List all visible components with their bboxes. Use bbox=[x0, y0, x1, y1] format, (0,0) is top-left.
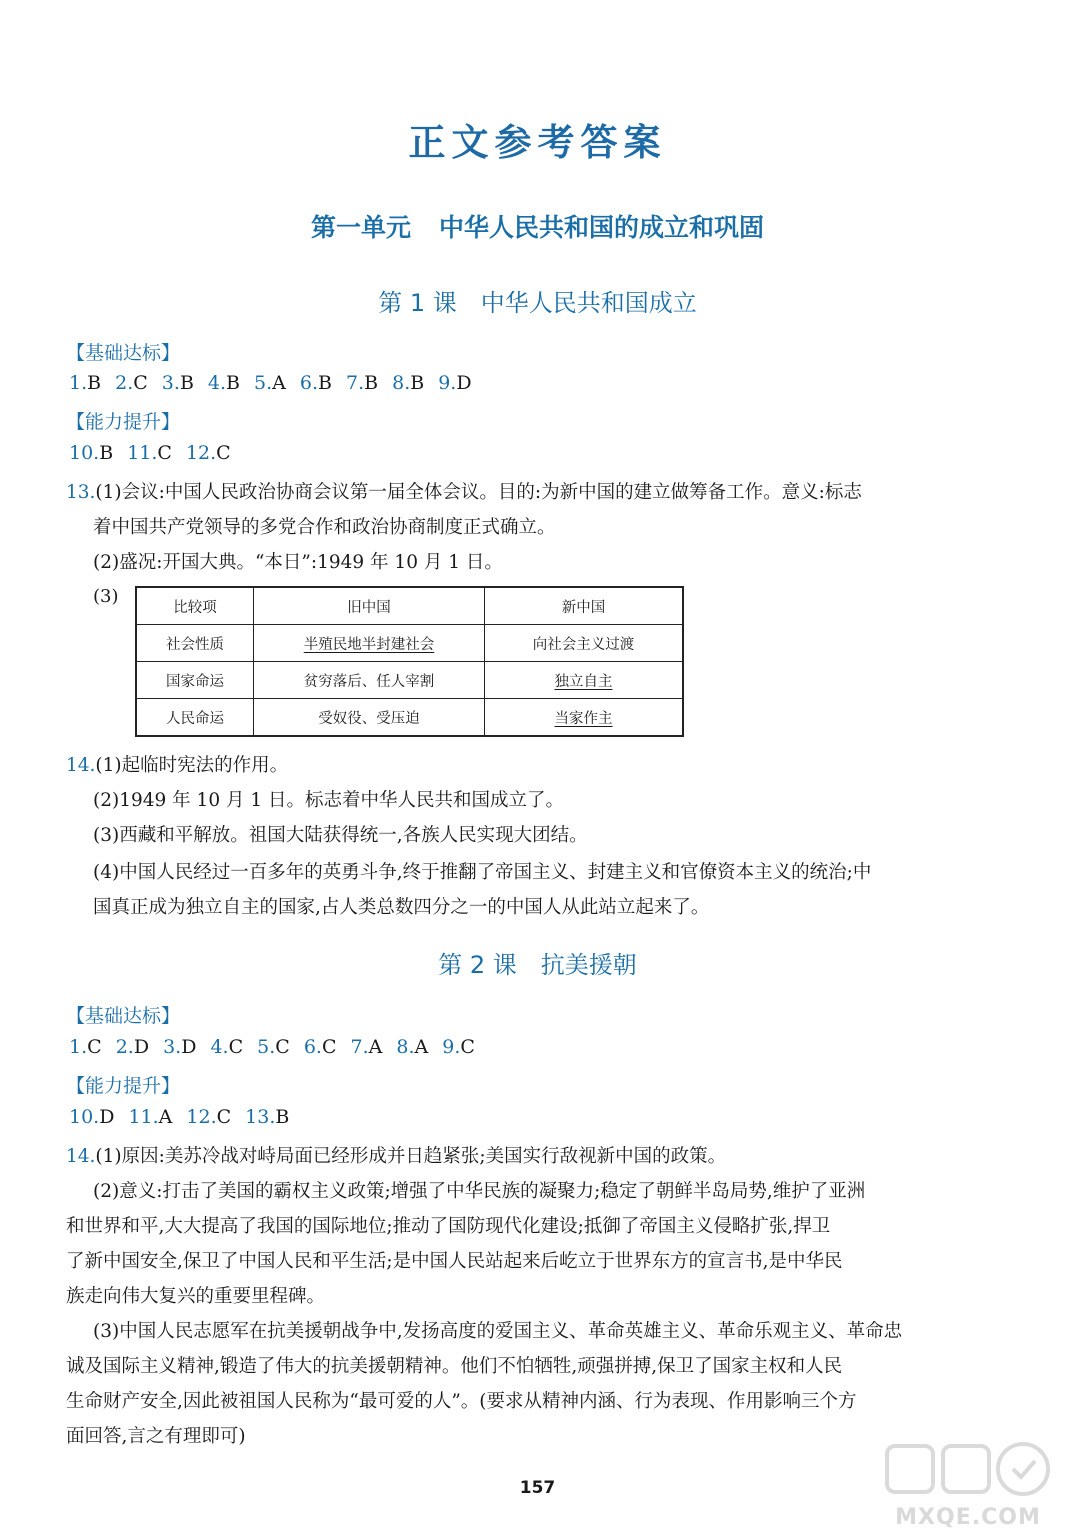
answer-choice: B bbox=[364, 372, 379, 394]
answer-item bbox=[128, 1106, 172, 1128]
lesson1-ability-heading: 【能力提升】 bbox=[66, 411, 181, 433]
table-cell: 半殖民地半封建社会 bbox=[254, 625, 485, 662]
answer-choice: D bbox=[133, 1036, 150, 1058]
answer-number: 11. bbox=[128, 1106, 159, 1128]
table-row bbox=[136, 625, 683, 662]
answer-item bbox=[186, 1106, 231, 1128]
answer-choice: A bbox=[414, 1036, 429, 1058]
answer-choice: C bbox=[87, 1036, 102, 1058]
comparison-table bbox=[135, 586, 684, 737]
lesson2-q14-line1: 14.(1)原因:美苏冷战对峙局面已经形成并日趋紧张;美国实行敌视新中国的政策。 bbox=[66, 1146, 727, 1167]
page-title: 正文参考答案 bbox=[408, 121, 667, 164]
table-row bbox=[136, 662, 683, 699]
answer-number: 4. bbox=[210, 1036, 229, 1058]
answer-item bbox=[245, 1106, 289, 1128]
answer-item bbox=[127, 442, 172, 464]
lesson1-title bbox=[0, 283, 1075, 318]
lesson1-q14-line1: 14.(1)起临时宪法的作用。 bbox=[66, 755, 289, 776]
answer-number: 8. bbox=[396, 1036, 415, 1058]
answer-item bbox=[300, 372, 332, 394]
unit-number: 第一单元 bbox=[310, 213, 411, 242]
answer-item bbox=[396, 1036, 428, 1058]
answer-choice: B bbox=[275, 1106, 290, 1128]
answer-number: 12. bbox=[185, 442, 217, 464]
table-header-cell: 旧中国 bbox=[254, 587, 485, 625]
answer-number: 7. bbox=[350, 1036, 369, 1058]
answer-number: 1. bbox=[69, 1036, 88, 1058]
lesson1-basic-answers bbox=[69, 372, 486, 394]
answer-choice: D bbox=[99, 1106, 115, 1128]
answer-choice: A bbox=[158, 1106, 173, 1128]
table-row bbox=[136, 699, 683, 737]
lesson1-q14-line4: (4)中国人民经过一百多年的英勇斗争,终于推翻了帝国主义、封建主义和官僚资本主义的统治;中 bbox=[93, 862, 872, 883]
table-cell: 贫穷落后、任人宰割 bbox=[254, 662, 485, 699]
lesson2-basic-heading: 【基础达标】 bbox=[66, 1005, 181, 1027]
table-cell: 独立自主 bbox=[485, 662, 684, 699]
lesson2-ability-answers bbox=[69, 1106, 303, 1128]
lesson2-ability-heading: 【能力提升】 bbox=[66, 1075, 181, 1097]
answer-number: 8. bbox=[392, 372, 411, 394]
unit-title bbox=[0, 208, 1075, 244]
table-cell: 人民命运 bbox=[136, 699, 254, 737]
lesson2-number: 第 2 课 bbox=[438, 951, 517, 979]
answer-choice: C bbox=[228, 1036, 244, 1058]
answer-item bbox=[115, 372, 148, 394]
answer-number: 5. bbox=[257, 1036, 276, 1058]
answer-number: 6. bbox=[303, 1036, 322, 1058]
answer-item bbox=[257, 1036, 290, 1058]
answer-choice: B bbox=[179, 372, 194, 394]
lesson1-q13-line2: 着中国共产党领导的多党合作和政治协商制度正式确立。 bbox=[93, 517, 556, 538]
lesson2-q14-line6: (3)中国人民志愿军在抗美援朝战争中,发扬高度的爱国主义、革命英雄主义、革命乐观主义、革命忠 bbox=[93, 1321, 903, 1342]
answer-choice: D bbox=[181, 1036, 197, 1058]
unit-name: 中华人民共和国的成立和巩固 bbox=[439, 213, 765, 242]
lesson2-q14-line3: 和世界和平,大大提高了我国的国际地位;推动了国防现代化建设;抵御了帝国主义侵略扩张,捍卫 bbox=[66, 1216, 831, 1237]
answer-number: 13. bbox=[245, 1106, 276, 1128]
answer-item bbox=[69, 1036, 102, 1058]
answer-choice: C bbox=[216, 1106, 232, 1128]
answer-item bbox=[208, 372, 240, 394]
lesson2-q14-line7: 诚及国际主义精神,锻造了伟大的抗美援朝精神。他们不怕牺牲,顽强拼搏,保卫了国家主权和人民 bbox=[66, 1356, 843, 1377]
answer-number: 1. bbox=[69, 372, 88, 394]
watermark-text: MXQE.COM bbox=[895, 1505, 1041, 1530]
answer-number: 3. bbox=[163, 1036, 182, 1058]
answer-item bbox=[162, 372, 194, 394]
answer-choice: C bbox=[157, 442, 172, 464]
lesson2-q14-line9: 面回答,言之有理即可) bbox=[66, 1426, 246, 1447]
lesson2-title bbox=[0, 945, 1075, 980]
answer-choice: B bbox=[410, 372, 425, 394]
answer-number: 2. bbox=[115, 1036, 134, 1058]
answer-choice: C bbox=[460, 1036, 475, 1058]
answer-choice: B bbox=[318, 372, 332, 394]
lesson2-q14-line8: 生命财产安全,因此被祖国人民称为“最可爱的人”。(要求从精神内涵、行为表现、作用影响三个方 bbox=[66, 1391, 857, 1412]
answer-item bbox=[438, 372, 471, 394]
lesson1-basic-heading: 【基础达标】 bbox=[66, 342, 181, 364]
lesson2-basic-answers bbox=[69, 1036, 489, 1058]
lesson2-q14-line2: (2)意义:打击了美国的霸权主义政策;增强了中华民族的凝聚力;稳定了朝鲜半岛局势,维护了亚洲 bbox=[93, 1181, 866, 1202]
lesson1-name: 中华人民共和国成立 bbox=[480, 289, 697, 317]
table-cell: 社会性质 bbox=[136, 625, 254, 662]
answer-choice: B bbox=[99, 442, 114, 464]
table-header-cell: 新中国 bbox=[485, 587, 684, 625]
lesson1-q13-line1: 13.(1)会议:中国人民政治协商会议第一届全体会议。目的:为新中国的建立做筹备工作。意义:标志 bbox=[66, 482, 862, 503]
answer-choice: B bbox=[87, 372, 102, 394]
answer-number: 3. bbox=[161, 372, 180, 394]
answer-choice: A bbox=[368, 1036, 383, 1058]
answer-number: 10. bbox=[69, 442, 100, 464]
answer-number: 9. bbox=[442, 1036, 461, 1058]
answer-item bbox=[392, 372, 424, 394]
answer-number: 4. bbox=[207, 372, 227, 394]
answer-item bbox=[69, 1106, 114, 1128]
lesson1-q14-line3: (3)西藏和平解放。祖国大陆获得统一,各族人民实现大团结。 bbox=[93, 825, 588, 846]
table-header-cell: 比较项 bbox=[136, 587, 254, 625]
answer-item bbox=[186, 442, 231, 464]
answer-item bbox=[210, 1036, 243, 1058]
answer-choice: C bbox=[321, 1036, 337, 1058]
table-cell: 受奴役、受压迫 bbox=[254, 699, 485, 737]
answer-choice: C bbox=[216, 442, 231, 464]
answer-number: 12. bbox=[186, 1106, 217, 1128]
answer-item bbox=[69, 372, 101, 394]
lesson1-q14-line5: 国真正成为独立自主的国家,占人类总数四分之一的中国人从此站立起来了。 bbox=[93, 897, 710, 918]
lesson1-q13-table-number: (3) bbox=[93, 586, 119, 607]
table-cell: 当家作主 bbox=[485, 699, 684, 737]
answer-item bbox=[346, 372, 378, 394]
answer-item bbox=[351, 1036, 383, 1058]
table-header-row bbox=[136, 587, 683, 625]
answer-choice: B bbox=[226, 372, 241, 394]
lesson1-q14-line2: (2)1949 年 10 月 1 日。标志着中华人民共和国成立了。 bbox=[93, 790, 565, 811]
lesson2-q14-line4: 了新中国安全,保卫了中国人民和平生活;是中国人民站起来后屹立于世界东方的宣言书,是中华民 bbox=[66, 1251, 843, 1272]
answer-number: 6. bbox=[299, 372, 319, 394]
answer-number: 7. bbox=[346, 372, 365, 394]
answer-item bbox=[163, 1036, 196, 1058]
answer-item bbox=[304, 1036, 337, 1058]
table-cell: 国家命运 bbox=[136, 662, 254, 699]
answer-number: 10. bbox=[69, 1106, 100, 1128]
answer-choice: C bbox=[133, 372, 148, 394]
lesson1-q13-line3: (2)盛况:开国大典。“本日”:1949 年 10 月 1 日。 bbox=[93, 552, 503, 573]
watermark-emblem-icon bbox=[879, 1436, 1057, 1506]
table-cell: 向社会主义过渡 bbox=[485, 625, 684, 662]
answer-item bbox=[116, 1036, 149, 1058]
answer-number: 5. bbox=[254, 372, 273, 394]
answer-item bbox=[442, 1036, 475, 1058]
answer-item bbox=[69, 442, 113, 464]
lesson2-name: 抗美援朝 bbox=[540, 951, 637, 979]
answer-number: 9. bbox=[438, 372, 457, 394]
answer-choice: D bbox=[456, 372, 472, 394]
lesson1-ability-answers bbox=[69, 442, 245, 464]
lesson1-number: 第 1 课 bbox=[378, 289, 457, 317]
answer-number: 2. bbox=[115, 372, 134, 394]
answer-number: 11. bbox=[127, 442, 158, 464]
page-number: 157 bbox=[519, 1478, 556, 1498]
answer-choice: C bbox=[275, 1036, 290, 1058]
answer-item bbox=[254, 372, 286, 394]
watermark-logo bbox=[879, 1436, 1057, 1530]
answer-choice: A bbox=[272, 372, 286, 394]
lesson2-q14-line5: 族走向伟大复兴的重要里程碑。 bbox=[66, 1286, 326, 1307]
